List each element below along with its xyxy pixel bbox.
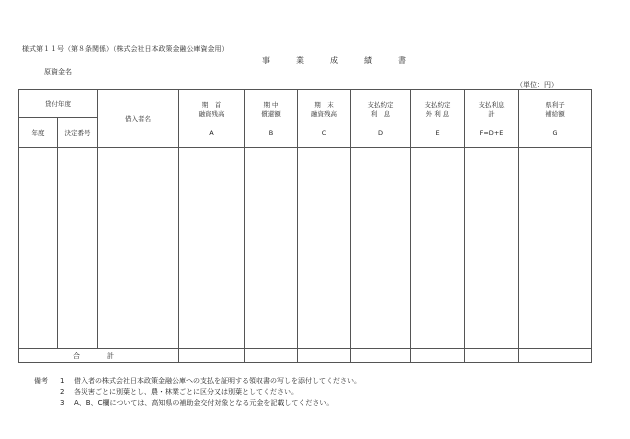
- year-group-header: 貸付年度: [19, 90, 98, 118]
- unit-label: （単位：円）: [516, 81, 558, 89]
- col-g-header: [519, 90, 592, 148]
- borrower-entry-cell[interactable]: [98, 148, 179, 349]
- note-text: 各災害ごとに別葉とし、農・林業ごとに区分又は別葉としてください。: [74, 388, 298, 396]
- col-b-line1: 期 中: [263, 100, 279, 109]
- business-results-table: [18, 89, 592, 363]
- col-b-header: [245, 90, 298, 148]
- col-a-line1: 期 首: [201, 100, 222, 109]
- total-c-cell[interactable]: [298, 349, 351, 363]
- col-g-entry-cell[interactable]: [519, 148, 592, 349]
- note-number: 2: [60, 388, 65, 396]
- fund-name-label: 原資金名: [44, 68, 72, 76]
- col-g-line1: 県利子: [545, 100, 565, 109]
- total-e-cell[interactable]: [411, 349, 465, 363]
- col-d-letter: D: [377, 128, 383, 137]
- notes-heading: 備考: [34, 377, 48, 385]
- note-item: [34, 387, 361, 398]
- note-number: 3: [60, 399, 65, 407]
- col-b-line2: 償還額: [261, 109, 281, 118]
- total-a-cell[interactable]: [179, 349, 245, 363]
- total-f-cell[interactable]: [465, 349, 519, 363]
- note-text: 借入者の株式会社日本政策金融公庫への支払を証明する領収書の写しを添付してください。: [74, 377, 361, 385]
- note-item: [34, 398, 361, 409]
- col-a-header: [179, 90, 245, 148]
- year-entry-cell[interactable]: [19, 148, 58, 349]
- total-g-cell[interactable]: [519, 349, 592, 363]
- col-e-entry-cell[interactable]: [411, 148, 465, 349]
- document-title: 事 業 成 績 書: [262, 56, 415, 65]
- decision-no-entry-cell[interactable]: [58, 148, 98, 349]
- col-e-letter: E: [435, 128, 440, 137]
- col-f-letter: F=D+E: [479, 128, 504, 137]
- total-d-cell[interactable]: [351, 349, 411, 363]
- col-b-letter: B: [268, 128, 274, 137]
- year-header: 年度: [19, 118, 58, 148]
- col-d-line2: 利 息: [370, 109, 391, 118]
- col-e-line2: 外 利 息: [425, 109, 450, 118]
- note-number: 1: [60, 377, 65, 385]
- col-c-letter: C: [321, 128, 327, 137]
- decision-no-header: 決定番号: [58, 118, 98, 148]
- total-label: 合 計: [19, 349, 179, 363]
- col-b-entry-cell[interactable]: [245, 148, 298, 349]
- form-id: 様式第１１号（第８条関係）（株式会社日本政策金融公庫資金用）: [22, 45, 229, 53]
- col-c-entry-cell[interactable]: [298, 148, 351, 349]
- col-d-entry-cell[interactable]: [351, 148, 411, 349]
- col-f-line1: 支払利息: [478, 100, 505, 109]
- col-c-line2: 融資残高: [311, 109, 337, 118]
- note-item: [34, 376, 361, 387]
- col-e-header: [411, 90, 465, 148]
- total-b-cell[interactable]: [245, 349, 298, 363]
- col-a-entry-cell[interactable]: [179, 148, 245, 349]
- col-g-letter: G: [552, 128, 558, 137]
- col-e-line1: 支払約定: [424, 100, 451, 109]
- col-a-line2: 融資残高: [198, 109, 225, 118]
- col-f-header: [465, 90, 519, 148]
- col-f-entry-cell[interactable]: [465, 148, 519, 349]
- col-d-header: [351, 90, 411, 148]
- col-a-letter: A: [209, 128, 214, 137]
- col-c-line1: 期 末: [314, 100, 334, 109]
- col-f-line2: 計: [488, 109, 495, 118]
- borrower-header: 借入者名: [98, 90, 179, 148]
- note-text: A、B、C欄については、高知県の補助金交付対象となる元金を記載してください。: [74, 399, 334, 407]
- col-c-header: [298, 90, 351, 148]
- col-d-line1: 支払約定: [367, 100, 394, 109]
- notes: [34, 376, 361, 409]
- col-g-line2: 補給額: [545, 109, 565, 118]
